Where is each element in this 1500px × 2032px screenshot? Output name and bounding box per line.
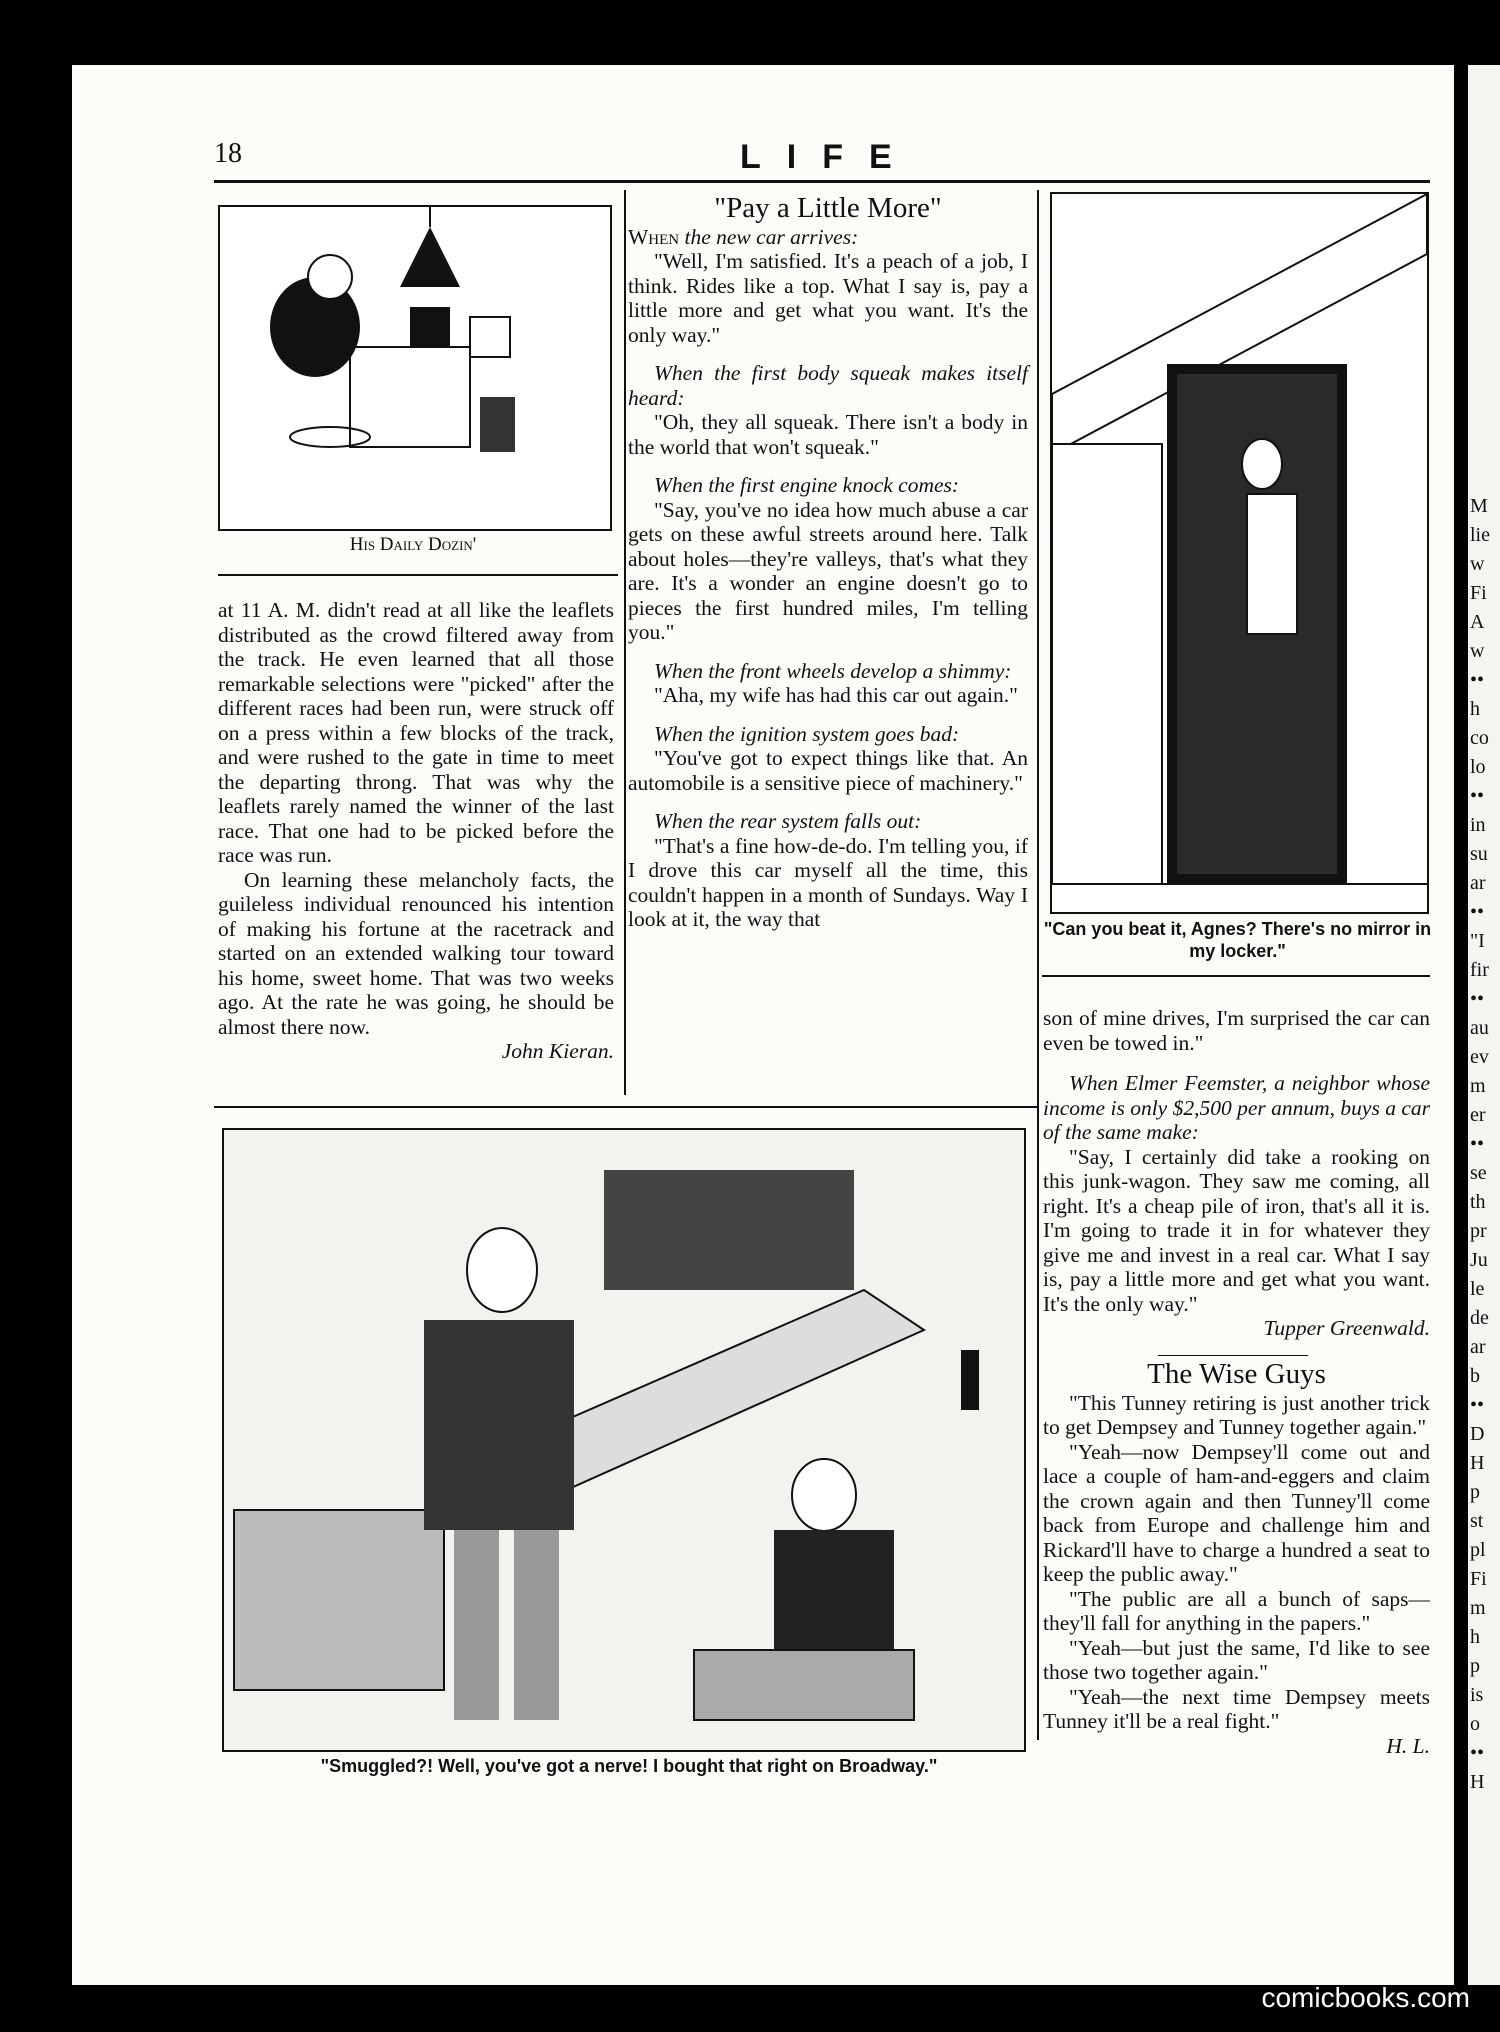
wise-guys-title: The Wise Guys (1147, 1358, 1326, 1390)
adjacent-page-fragment: o (1470, 1713, 1480, 1735)
wise-guys-line-3: "The public are all a bunch of saps—they'll fall for anything in the papers." (1043, 1586, 1430, 1635)
adjacent-page-fragment: A (1470, 611, 1485, 633)
adjacent-page-fragment: pl (1470, 1539, 1486, 1561)
pay-more-block-3: "Say, you've no idea how much abuse a car gets on these awful streets around here. Talk about holes—they're valleys, that's what they are. It's a wonder an engine doesn't go to pieces the first hundred miles, I'm telling you." (628, 497, 1028, 644)
adjacent-page-fragment: ar (1470, 872, 1486, 894)
kieran-article (218, 598, 614, 1064)
kieran-signature: John Kieran. (501, 1039, 614, 1063)
adjacent-page-fragment: p (1470, 1481, 1480, 1503)
adjacent-page-fragment: in (1470, 814, 1486, 836)
adjacent-page-fragment: su (1470, 843, 1488, 865)
header-rule (214, 180, 1430, 183)
adjacent-page-fragment: •• (1470, 988, 1485, 1010)
adjacent-page-fragment: "I (1470, 930, 1485, 952)
adjacent-page-fragment: lie (1470, 524, 1490, 546)
locker-caption-rule (1042, 975, 1430, 977)
wise-guys-line-4: "Yeah—but just the same, I'd like to see those two together again." (1043, 1635, 1430, 1684)
adjacent-page-fragment: au (1470, 1017, 1489, 1039)
adjacent-page-fragment: p (1470, 1655, 1480, 1677)
column-divider-left (624, 190, 626, 1095)
kieran-paragraph-1: at 11 A. M. didn't read at all like the leaflets distributed as the crowd filtered away from the track. He even learned that all those remarkable selections were "picked" after the different races had been run, were struck off on a press within a few blocks of the track, and were rushed to the gate in time to meet the departing throng. That was why the leaflets rarely named the winner of the last race. That one had to be picked before the race was run. (218, 598, 614, 867)
pay-more-intro: the new car arrives: (679, 224, 859, 249)
pay-more-block-5: "You've got to expect things like that. An automobile is a sensitive piece of machinery." (628, 746, 1028, 795)
wise-guys-rule (1158, 1355, 1308, 1357)
adjacent-page-fragment: ev (1470, 1046, 1489, 1068)
pay-more-cue-5: When the ignition system goes bad: (654, 721, 960, 746)
pay-more-intro-caps: When (628, 224, 680, 249)
adjacent-page-fragment: Fi (1470, 582, 1487, 604)
cartoon-top-rule (214, 1106, 1037, 1108)
adjacent-page-fragment: b (1470, 1365, 1480, 1387)
pay-more-cue-6: When the rear system falls out: (654, 809, 922, 833)
pay-more-article (628, 192, 1028, 932)
adjacent-page-fragment: th (1470, 1191, 1486, 1213)
adjacent-page-fragment: is (1470, 1684, 1484, 1706)
customs-drawing (224, 1130, 1024, 1750)
watermark: comicbooks.com (1261, 1982, 1470, 2013)
adjacent-page-fragment: D (1470, 1423, 1485, 1445)
adjacent-page-fragment: M (1470, 495, 1488, 517)
adjacent-page-fragment: de (1470, 1307, 1489, 1329)
adjacent-page-fragment: ar (1470, 1336, 1486, 1358)
wise-guys-line-1: "This Tunney retiring is just another trick to get Dempsey and Tunney together again." (1043, 1390, 1430, 1439)
adjacent-page-fragment: st (1470, 1510, 1484, 1532)
pay-more-block-2: "Oh, they all squeak. There isn't a body in the world that won't squeak." (628, 410, 1028, 459)
cartoon-daily-dozin (218, 205, 612, 531)
cartoon-customs (222, 1128, 1026, 1752)
pay-more-cue-2: When the first body squeak makes itself heard: (628, 361, 1028, 410)
adjacent-page-fragment: co (1470, 727, 1489, 749)
magazine-title: LIFE (740, 138, 918, 176)
cartoon-drawing (220, 207, 610, 529)
adjacent-page-fragment: pr (1470, 1220, 1487, 1242)
cartoon-caption-customs: "Smuggled?! Well, you've got a nerve! I bought that right on Broadway." (320, 1756, 938, 1776)
wise-guys-line-5: "Yeah—the next time Dempsey meets Tunney it'll be a real fight." (1043, 1684, 1430, 1733)
pay-more-cue-4: When the front wheels develop a shimmy: (654, 658, 1012, 683)
adjacent-page-fragment: h (1470, 698, 1480, 720)
column-divider-right (1037, 190, 1039, 1740)
adjacent-page-fragment: Fi (1470, 1568, 1487, 1590)
pay-more-block-1: "Well, I'm satisfied. It's a peach of a job, I think. Rides like a top. What I say is, pay a little more and get what you want. It's the only way." (628, 249, 1028, 347)
adjacent-page-strip (1468, 65, 1500, 1985)
adjacent-page-fragment: H (1470, 1771, 1485, 1793)
pay-more-title: "Pay a Little More" (714, 192, 942, 224)
pay-more-continuation: son of mine drives, I'm surprised the car can even be towed in." (1043, 1006, 1430, 1055)
adjacent-page-fragment: w (1470, 553, 1485, 575)
pay-more-block-4: "Aha, my wife has had this car out again." (654, 683, 1018, 707)
adjacent-page-fragment: m (1470, 1597, 1486, 1619)
adjacent-page-fragment: se (1470, 1162, 1487, 1184)
cartoon-caption-locker: "Can you beat it, Agnes? There's no mirror in my locker." (1043, 919, 1432, 961)
adjacent-page-fragment: er (1470, 1104, 1486, 1126)
adjacent-page-fragment: •• (1470, 901, 1485, 923)
pay-more-cue-7: When Elmer Feemster, a neighbor whose income is only $2,500 per annum, buys a car of the same make: (1043, 1071, 1430, 1144)
adjacent-page-fragment: •• (1470, 669, 1485, 691)
adjacent-page-fragment: H (1470, 1452, 1485, 1474)
adjacent-page-fragment: •• (1470, 1394, 1485, 1416)
locker-drawing (1052, 194, 1427, 912)
pay-more-continued (1043, 1006, 1430, 1758)
caption-rule (218, 574, 618, 576)
cartoon-caption-daily-dozin: His Daily Dozin' (349, 534, 477, 555)
wise-guys-line-2: "Yeah—now Dempsey'll come out and lace a couple of ham-and-eggers and claim the crown again and then Tunney'll come back from Europe and challenge him and Rickard'll have to charge a hundred a seat to keep the public away." (1043, 1439, 1430, 1586)
adjacent-page-fragment: fir (1470, 959, 1489, 981)
adjacent-page-fragment: lo (1470, 756, 1486, 778)
adjacent-page-fragment: w (1470, 640, 1485, 662)
adjacent-page-fragment: •• (1470, 1133, 1485, 1155)
adjacent-page-fragment: Ju (1470, 1249, 1488, 1271)
adjacent-page-fragment: •• (1470, 1742, 1485, 1764)
adjacent-page-fragment: m (1470, 1075, 1486, 1097)
page-number: 18 (214, 138, 242, 169)
kieran-paragraph-2: On learning these melancholy facts, the guileless individual renounced his intention of making his fortune at the racetrack and started on an extended walking tour toward his home, sweet home. That was two weeks ago. At the rate he was going, he should be almost there now. (218, 867, 614, 1039)
adjacent-page-fragment: le (1470, 1278, 1485, 1300)
wise-guys-signature: H. L. (1386, 1733, 1430, 1758)
adjacent-page-fragment: h (1470, 1626, 1480, 1648)
pay-more-block-6: "That's a fine how-de-do. I'm telling you, if I drove this car myself all the time, this couldn't happen in a month of Sundays. Way I look at it, the way that (628, 833, 1028, 931)
pay-more-cue-3: When the first engine knock comes: (654, 473, 960, 497)
cartoon-locker (1050, 192, 1429, 914)
pay-more-signature: Tupper Greenwald. (1263, 1316, 1430, 1340)
pay-more-block-7: "Say, I certainly did take a rooking on this junk-wagon. They saw me coming, all right. It's a cheap pile of iron, that's all it is. I'm going to trade it in for whatever they give me and invest in a real car. What I say is, pay a little more and get what you want. It's the only way." (1043, 1144, 1430, 1316)
adjacent-page-fragment: •• (1470, 785, 1485, 807)
